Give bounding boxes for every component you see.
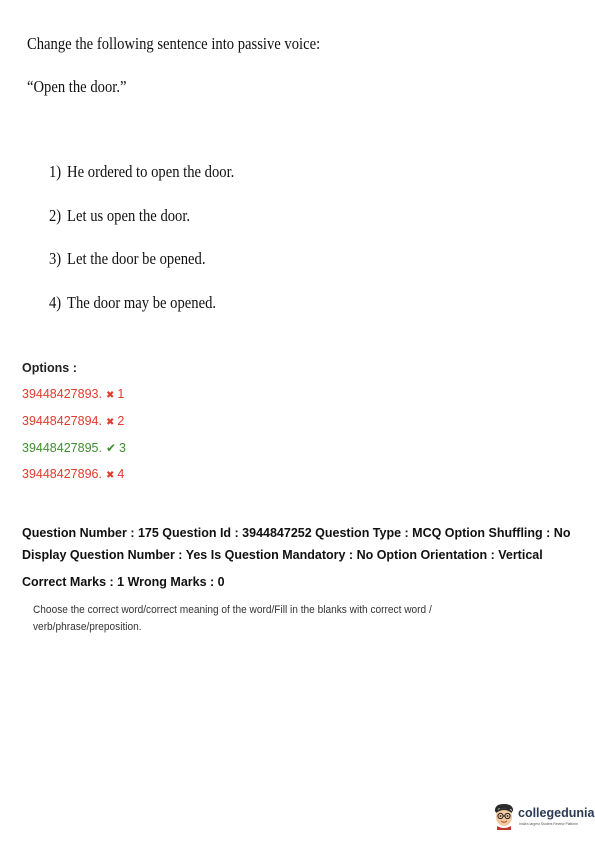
question-prompt: Change the following sentence into passive voice: bbox=[27, 34, 321, 53]
choice-2 bbox=[49, 206, 190, 226]
cross-icon: ✖ bbox=[105, 417, 115, 428]
option-label: 4 bbox=[117, 467, 125, 481]
question-sentence: “Open the door.” bbox=[27, 77, 127, 96]
choice-4 bbox=[49, 293, 216, 313]
option-row bbox=[22, 441, 126, 455]
choice-3 bbox=[49, 249, 205, 269]
option-label: 2 bbox=[117, 414, 125, 428]
collegedunia-logo bbox=[492, 800, 595, 834]
choice-number: 1) bbox=[49, 162, 62, 181]
mascot-icon bbox=[492, 802, 516, 830]
options-title: Options : bbox=[22, 361, 77, 375]
choice-number: 4) bbox=[49, 293, 62, 312]
logo-tagline: India's largest Student Review Platform bbox=[519, 822, 579, 826]
check-icon: ✔ bbox=[105, 441, 117, 455]
option-id: 39448427896. bbox=[22, 467, 102, 481]
option-id: 39448427895. bbox=[22, 441, 102, 455]
choice-number: 3) bbox=[49, 249, 62, 268]
choice-text: He ordered to open the door. bbox=[67, 162, 235, 181]
choice-text: Let us open the door. bbox=[67, 206, 191, 225]
option-row bbox=[22, 467, 124, 481]
choice-number: 2) bbox=[49, 206, 62, 225]
choice-1 bbox=[49, 162, 234, 182]
question-info-line-1: Question Number : 175 Question Id : 3944847252 Question Type : MCQ Option Shuffling : No bbox=[22, 526, 571, 540]
option-row bbox=[22, 414, 124, 428]
instruction-text: Choose the correct word/correct meaning of the word/Fill in the blanks with correct word / verb/phrase/preposition. bbox=[33, 604, 432, 633]
choice-text: Let the door be opened. bbox=[67, 249, 206, 268]
logo-brand: collegedunia bbox=[518, 806, 595, 820]
option-label: 3 bbox=[119, 441, 126, 455]
option-id: 39448427893. bbox=[22, 387, 102, 401]
cross-icon: ✖ bbox=[105, 390, 115, 401]
option-row bbox=[22, 387, 124, 401]
option-label: 1 bbox=[117, 387, 125, 401]
cross-icon: ✖ bbox=[105, 470, 115, 481]
question-info-line-2: Display Question Number : Yes Is Question Mandatory : No Option Orientation : Vertical bbox=[22, 548, 543, 562]
choice-text: The door may be opened. bbox=[67, 293, 217, 312]
option-id: 39448427894. bbox=[22, 414, 102, 428]
question-info-line-3: Correct Marks : 1 Wrong Marks : 0 bbox=[22, 575, 225, 589]
